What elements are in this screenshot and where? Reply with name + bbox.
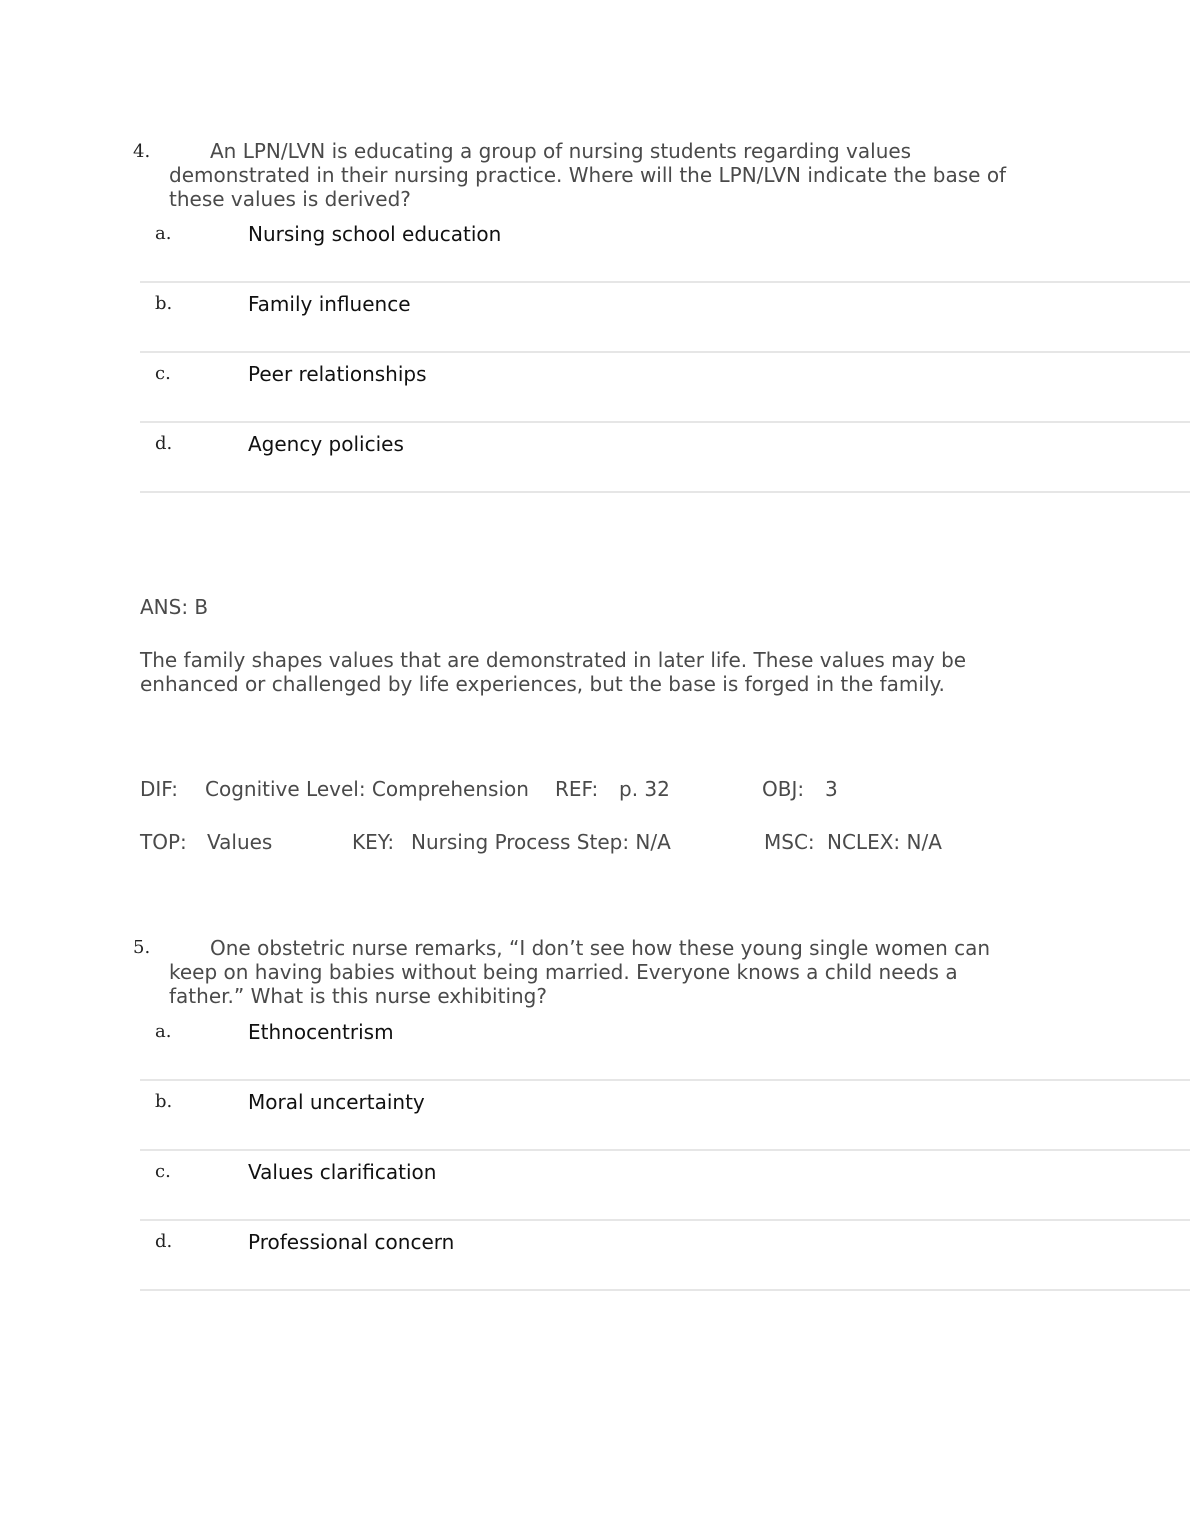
option-row-d — [140, 1219, 1190, 1291]
question-stem: An LPN/LVN is educating a group of nursing students regarding values demonstrated in their nursing practice. Where will the LPN/LVN indicate the base of these values is derived? — [169, 139, 1007, 211]
option-letter: d. — [155, 433, 173, 454]
key-value: Nursing Process Step: N/A — [411, 830, 671, 854]
msc-label: MSC: — [764, 830, 815, 854]
top-label: TOP: — [140, 830, 187, 854]
option-letter: b. — [155, 1091, 173, 1112]
option-row-b — [140, 281, 1190, 353]
option-text: Nursing school education — [248, 222, 502, 246]
top-value: Values — [207, 830, 273, 854]
obj-label: OBJ: — [762, 777, 805, 801]
option-letter: b. — [155, 293, 173, 314]
ref-label: REF: — [555, 777, 599, 801]
ref-value: p. 32 — [619, 777, 670, 801]
option-text: Moral uncertainty — [248, 1090, 425, 1114]
option-text: Professional concern — [248, 1230, 455, 1254]
option-row-d — [140, 421, 1190, 493]
option-text: Family influence — [248, 292, 411, 316]
msc-value: NCLEX: N/A — [827, 830, 942, 854]
option-text: Agency policies — [248, 432, 404, 456]
option-letter: c. — [155, 1161, 171, 1182]
option-text: Ethnocentrism — [248, 1020, 394, 1044]
question-number: 4. — [133, 141, 151, 162]
key-label: KEY: — [352, 830, 395, 854]
option-row-c — [140, 1149, 1190, 1221]
option-letter: a. — [155, 1021, 172, 1042]
option-row-a — [140, 211, 1190, 283]
obj-value: 3 — [825, 777, 838, 801]
answer-key: ANS: B — [140, 595, 209, 619]
option-row-c — [140, 351, 1190, 423]
question-stem: One obstetric nurse remarks, “I don’t see how these young single women can keep on having babies without being married. Everyone knows a child needs a father.” What is this nurse exhibiting? — [169, 936, 991, 1008]
option-row-b — [140, 1079, 1190, 1151]
option-letter: c. — [155, 363, 171, 384]
option-row-a — [140, 1009, 1190, 1081]
question-number: 5. — [133, 937, 151, 958]
dif-label: DIF: — [140, 777, 178, 801]
option-letter: d. — [155, 1231, 173, 1252]
option-text: Peer relationships — [248, 362, 427, 386]
option-text: Values clarification — [248, 1160, 437, 1184]
dif-value: Cognitive Level: Comprehension — [205, 777, 529, 801]
rationale: The family shapes values that are demonstrated in later life. These values may be enhanced or challenged by life experiences, but the base is forged in the family. — [140, 648, 967, 696]
option-letter: a. — [155, 223, 172, 244]
